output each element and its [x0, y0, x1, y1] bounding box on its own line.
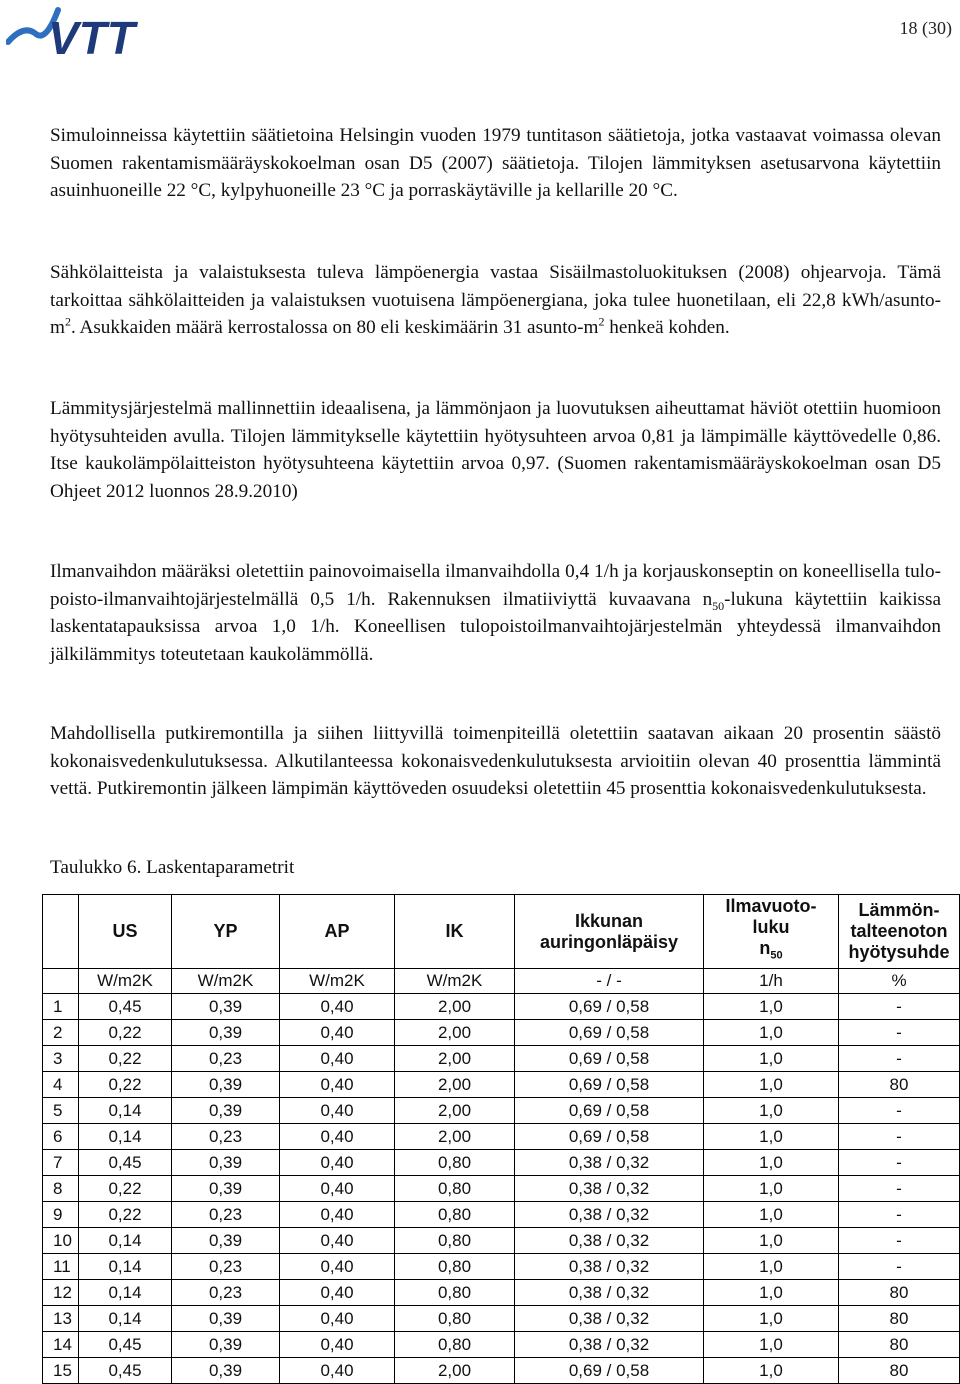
table-cell: 0,40 — [280, 1020, 395, 1046]
table-cell: 0,38 / 0,32 — [515, 1176, 704, 1202]
table-cell: 0,69 / 0,58 — [515, 994, 704, 1020]
table-row — [43, 1150, 960, 1176]
table-row — [43, 1280, 960, 1306]
table-cell: 0,14 — [79, 1254, 172, 1280]
table-cell: 0,80 — [395, 1254, 515, 1280]
table-cell: 0,40 — [280, 994, 395, 1020]
table-cell: 0,40 — [280, 1150, 395, 1176]
table-cell: 0,23 — [172, 1254, 280, 1280]
table-cell: 2,00 — [395, 1358, 515, 1384]
header-air-line1: Ilmavuoto- — [725, 896, 817, 917]
table-cell: - — [839, 1228, 960, 1254]
row-index-cell: 15 — [43, 1358, 79, 1384]
table-cell: 0,40 — [280, 1176, 395, 1202]
table-cell: 2,00 — [395, 1098, 515, 1124]
table-cell: 1,0 — [704, 1150, 839, 1176]
unit-cell: - / - — [515, 969, 704, 994]
table-cell: 2,00 — [395, 1046, 515, 1072]
table-cell: 0,40 — [280, 1202, 395, 1228]
table-cell: 0,40 — [280, 1254, 395, 1280]
table-row — [43, 1202, 960, 1228]
table-cell: 0,38 / 0,32 — [515, 1306, 704, 1332]
table-cell: 0,40 — [280, 1072, 395, 1098]
row-index-cell: 6 — [43, 1124, 79, 1150]
table-cell: 0,40 — [280, 1332, 395, 1358]
header-heat-recovery — [839, 895, 960, 969]
table-cell: 1,0 — [704, 1332, 839, 1358]
table-cell: 0,39 — [172, 1176, 280, 1202]
table-cell: 0,39 — [172, 1020, 280, 1046]
table-cell: 2,00 — [395, 1124, 515, 1150]
table-row — [43, 1332, 960, 1358]
p2-text-c: henkeä kohden. — [604, 317, 730, 338]
table-cell: 80 — [839, 1332, 960, 1358]
header-air-leakage — [704, 895, 839, 969]
p2-sup-2: 2 — [598, 314, 605, 329]
unit-cell: W/m2K — [172, 969, 280, 994]
header-us: US — [79, 895, 172, 969]
unit-cell: W/m2K — [280, 969, 395, 994]
table-cell: - — [839, 1020, 960, 1046]
table-cell: 0,40 — [280, 1280, 395, 1306]
table-cell: 1,0 — [704, 1254, 839, 1280]
row-index-cell: 7 — [43, 1150, 79, 1176]
table-cell: 0,45 — [79, 1358, 172, 1384]
table-cell: - — [839, 1202, 960, 1228]
table-cell: 1,0 — [704, 1358, 839, 1384]
table-cell: 0,38 / 0,32 — [515, 1280, 704, 1306]
table-cell: 0,38 / 0,32 — [515, 1228, 704, 1254]
table-row — [43, 1228, 960, 1254]
table-cell: 2,00 — [395, 1020, 515, 1046]
header-window-transmittance — [515, 895, 704, 969]
table-cell: 1,0 — [704, 1124, 839, 1150]
table-cell: 0,45 — [79, 1332, 172, 1358]
unit-cell: W/m2K — [395, 969, 515, 994]
table-header-row — [43, 895, 960, 969]
row-index-cell: 14 — [43, 1332, 79, 1358]
unit-cell: % — [839, 969, 960, 994]
table-cell: 0,14 — [79, 1280, 172, 1306]
page-number: 18 (30) — [899, 18, 952, 38]
table-cell: 0,39 — [172, 1358, 280, 1384]
paragraph-internal-heat — [50, 259, 941, 342]
paragraph-pipe-renovation: Mahdollisella putkiremontilla ja siihen liittyvillä toimenpiteillä oletettiin saatavan aikaan 20 prosentin säästö kokonaisvedenkulutuksessa. Alkutilanteessa kokonaisvedenkulutuksesta arvioitiin olevan 40 prosenttia lämmintä vettä. Putkiremontin jälkeen lämpimän käyttöveden osuudeksi oletettiin 45 prosenttia kokonaisvedenkulutuksesta. — [50, 723, 941, 799]
table-cell: 0,38 / 0,32 — [515, 1202, 704, 1228]
table-cell: 0,23 — [172, 1124, 280, 1150]
units-row — [43, 969, 960, 994]
p4-sub: 50 — [712, 598, 725, 613]
table-cell: 80 — [839, 1306, 960, 1332]
table-cell: 0,22 — [79, 1072, 172, 1098]
table-cell: 0,69 / 0,58 — [515, 1358, 704, 1384]
header-window-line2: auringonläpäisy — [539, 931, 679, 952]
table-cell: 1,0 — [704, 1176, 839, 1202]
header-heat-line2: talteenoton — [850, 921, 948, 941]
table-cell: 0,14 — [79, 1306, 172, 1332]
row-index-cell: 3 — [43, 1046, 79, 1072]
table-cell: 0,69 / 0,58 — [515, 1072, 704, 1098]
table-cell: 0,14 — [79, 1228, 172, 1254]
row-index-cell: 4 — [43, 1072, 79, 1098]
table-cell: 0,40 — [280, 1228, 395, 1254]
table-cell: 0,38 / 0,32 — [515, 1150, 704, 1176]
table-row — [43, 1254, 960, 1280]
paragraph-ventilation — [50, 558, 941, 668]
p4-text-b: -lukuna käytettiin kaikissa laskentatapauksissa arvoa 1,0 1/h. Koneellisen tulopoistoilmanvaihtojärjestelmän yhteydessä ilmanvaihdon jälkilämmitys toteutetaan kaukolämmöllä. — [50, 588, 941, 665]
table-cell: 0,80 — [395, 1306, 515, 1332]
header-heat-line3: hyötysuhde — [848, 942, 950, 962]
header-ap: AP — [280, 895, 395, 969]
table-cell: 0,38 / 0,32 — [515, 1254, 704, 1280]
table-cell: 1,0 — [704, 1280, 839, 1306]
table-cell: 0,40 — [280, 1124, 395, 1150]
table-cell: 0,39 — [172, 994, 280, 1020]
table-cell: 0,40 — [280, 1358, 395, 1384]
table-cell: - — [839, 1254, 960, 1280]
row-index-cell: 10 — [43, 1228, 79, 1254]
table-cell: 0,80 — [395, 1332, 515, 1358]
vtt-logo — [6, 4, 166, 64]
row-index-cell: 11 — [43, 1254, 79, 1280]
header-air-line2: luku — [752, 917, 790, 938]
p4-text-a: Ilmanvaihdon määräksi oletettiin painovoimaisella ilmanvaihdolla 0,4 1/h ja korjauskonseptin on koneellisella tulo-poisto-ilmanvaihtojärjestelmällä 0,5 1/h. Rakennuksen ilmatiiviyttä kuvaavana n — [50, 561, 941, 610]
table-cell: 0,14 — [79, 1124, 172, 1150]
table-cell: 0,69 / 0,58 — [515, 1098, 704, 1124]
row-index-cell: 2 — [43, 1020, 79, 1046]
table-cell: - — [839, 1176, 960, 1202]
unit-cell: 1/h — [704, 969, 839, 994]
unit-cell: W/m2K — [79, 969, 172, 994]
logo-text: VTT — [48, 12, 135, 64]
table-cell: - — [839, 1046, 960, 1072]
row-index-cell: 9 — [43, 1202, 79, 1228]
table-row — [43, 1098, 960, 1124]
table-row — [43, 1176, 960, 1202]
header-window-line1: Ikkunan — [574, 910, 644, 931]
table-cell: 0,22 — [79, 1202, 172, 1228]
table-row — [43, 1358, 960, 1384]
table-cell: 0,80 — [395, 1202, 515, 1228]
table-cell: 0,39 — [172, 1098, 280, 1124]
header-ik: IK — [395, 895, 515, 969]
table-cell: 0,45 — [79, 994, 172, 1020]
table-cell: 0,23 — [172, 1046, 280, 1072]
table-cell: 0,69 / 0,58 — [515, 1046, 704, 1072]
table-cell: 1,0 — [704, 1228, 839, 1254]
table-cell: 0,39 — [172, 1072, 280, 1098]
table-caption: Taulukko 6. Laskentaparametrit — [50, 857, 295, 878]
table-cell: 0,80 — [395, 1150, 515, 1176]
parameters-table — [42, 894, 960, 1384]
row-index-cell: 1 — [43, 994, 79, 1020]
row-index-cell: 13 — [43, 1306, 79, 1332]
table-cell: 0,39 — [172, 1228, 280, 1254]
table-cell: 0,80 — [395, 1280, 515, 1306]
table-cell: 2,00 — [395, 994, 515, 1020]
table-cell: 1,0 — [704, 1020, 839, 1046]
table-cell: 1,0 — [704, 1046, 839, 1072]
row-index-cell: 5 — [43, 1098, 79, 1124]
header-heat-line1: Lämmön- — [858, 900, 940, 920]
table-cell: 0,80 — [395, 1176, 515, 1202]
p2-text-b: . Asukkaiden määrä kerrostalossa on 80 eli keskimäärin 31 asunto-m — [70, 317, 599, 338]
table-cell: 0,40 — [280, 1306, 395, 1332]
table-cell: 80 — [839, 1280, 960, 1306]
paragraph-heating-system: Lämmitysjärjestelmä mallinnettiin ideaalisena, ja lämmönjaon ja luovutuksen aiheuttamat häviöt otettiin huomioon hyötysuhteiden avulla. Tilojen lämmitykselle käytettiin hyötysuhteen arvoa 0,81 ja lämpimälle käyttövedelle 0,86. Itse kaukolämpölaitteiston hyötysuhteena käytettiin arvoa 0,97. (Suomen rakentamismääräyskokoelman osan D5 Ohjeet 2012 luonnos 28.9.2010) — [50, 398, 941, 502]
table-cell: 0,80 — [395, 1228, 515, 1254]
vtt-logo-icon — [6, 4, 166, 64]
table-cell: 0,22 — [79, 1046, 172, 1072]
table-row — [43, 1072, 960, 1098]
table-cell: 80 — [839, 1072, 960, 1098]
table-cell: - — [839, 994, 960, 1020]
table-cell: 1,0 — [704, 1098, 839, 1124]
p2-sup-1: 2 — [64, 314, 71, 329]
table-cell: 1,0 — [704, 1306, 839, 1332]
table-cell: - — [839, 1150, 960, 1176]
table-cell: 1,0 — [704, 994, 839, 1020]
table-cell: 0,39 — [172, 1150, 280, 1176]
paragraph-weather-data: Simuloinneissa käytettiin säätietoina Helsingin vuoden 1979 tuntitason säätietoja, jotka vastaavat voimassa olevan Suomen rakentamismääräyskokoelman osan D5 (2007) säätietoja. Tilojen lämmityksen asetusarvona käytettiin asuinhuoneille 22 °C, kylpyhuoneille 23 °C ja porraskäytäville ja kellarille 20 °C. — [50, 125, 941, 201]
table-row — [43, 1046, 960, 1072]
row-index-cell: 8 — [43, 1176, 79, 1202]
table-cell: 0,69 / 0,58 — [515, 1124, 704, 1150]
table-cell: 0,40 — [280, 1046, 395, 1072]
table-cell: 0,38 / 0,32 — [515, 1332, 704, 1358]
row-index-cell: 12 — [43, 1280, 79, 1306]
header-index — [43, 895, 79, 969]
table-row — [43, 1020, 960, 1046]
header-yp: YP — [172, 895, 280, 969]
header-air-line3: n — [759, 938, 771, 959]
table-cell: 80 — [839, 1358, 960, 1384]
table-row — [43, 1124, 960, 1150]
table-cell: 0,45 — [79, 1150, 172, 1176]
table-cell: 2,00 — [395, 1072, 515, 1098]
table-cell: 0,22 — [79, 1176, 172, 1202]
table-cell: 0,40 — [280, 1098, 395, 1124]
table-row — [43, 1306, 960, 1332]
table-cell: - — [839, 1098, 960, 1124]
table-cell: 1,0 — [704, 1072, 839, 1098]
table-cell: 0,39 — [172, 1306, 280, 1332]
header-air-sub: 50 — [770, 949, 783, 962]
table-row — [43, 994, 960, 1020]
p2-text-a: Sähkölaitteista ja valaistuksesta tuleva lämpöenergia vastaa Sisäilmastoluokituksen (2008) ohjearvoja. Tämä tarkoittaa sähkölaitteiden ja valaistuksen vuotuisena lämpöenergiana, joka tulee huonetilaan, eli 22,8 kWh/asunto-m — [50, 262, 941, 338]
table-cell: 0,14 — [79, 1098, 172, 1124]
table-cell: 0,39 — [172, 1332, 280, 1358]
table-cell: 1,0 — [704, 1202, 839, 1228]
table-cell: - — [839, 1124, 960, 1150]
table-cell: 0,22 — [79, 1020, 172, 1046]
table-cell: 0,23 — [172, 1280, 280, 1306]
table-cell: 0,23 — [172, 1202, 280, 1228]
unit-cell — [43, 969, 79, 994]
table-cell: 0,69 / 0,58 — [515, 1020, 704, 1046]
